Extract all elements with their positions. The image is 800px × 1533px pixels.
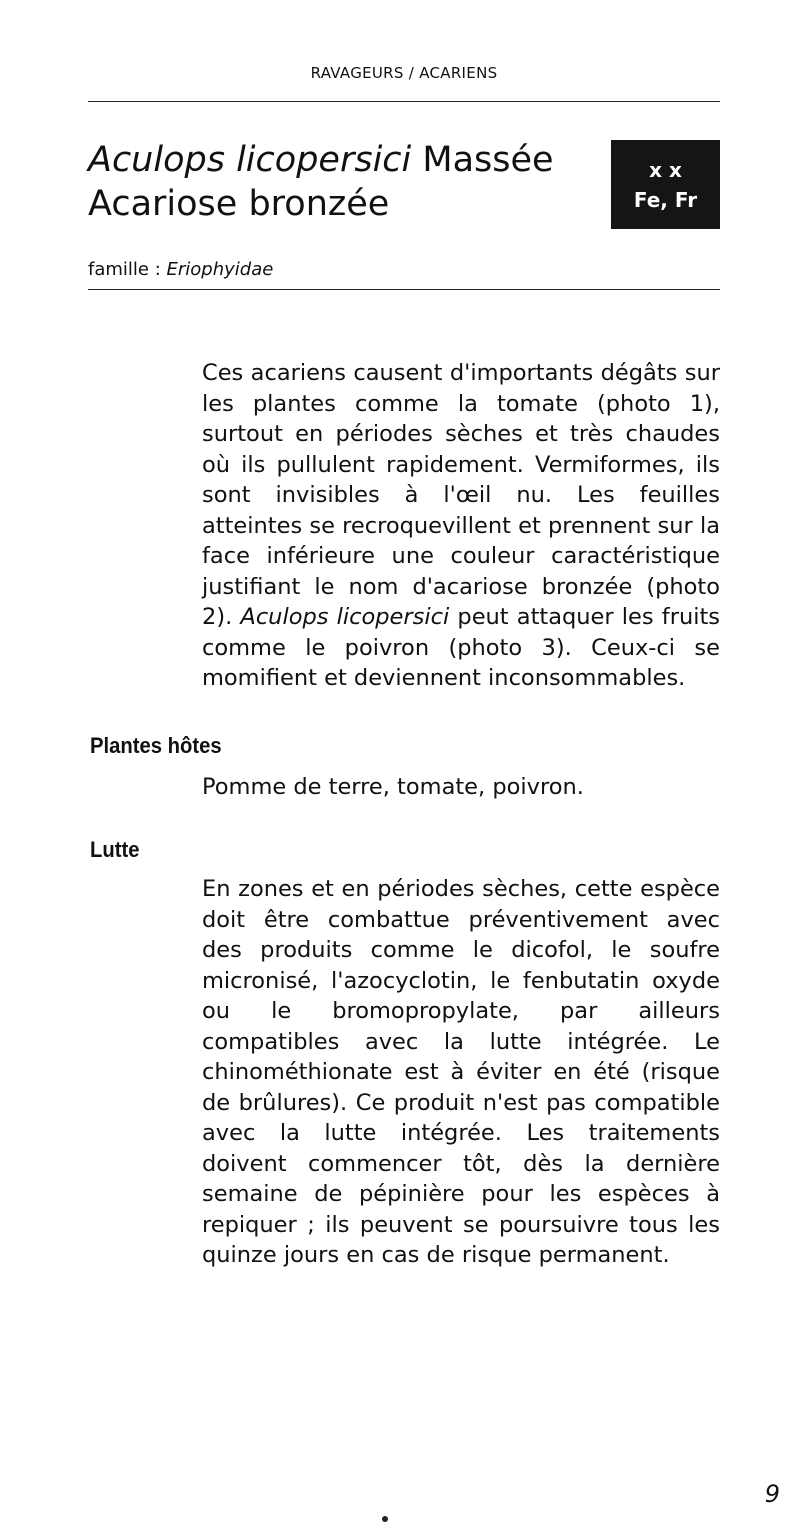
page-number: 9 bbox=[764, 1480, 780, 1508]
severity-badge bbox=[611, 140, 720, 229]
intro-text-2: peut attaquer les fruits comme le poivron (photo 3). Ceux-ci se momifient et deviennent inconsommables. bbox=[202, 604, 721, 691]
host-plants-heading: Plantes hôtes bbox=[90, 733, 222, 758]
intro-species-name: Aculops licopersici bbox=[240, 604, 450, 630]
title-rule bbox=[88, 289, 720, 290]
intro-text-1: Ces acariens causent d'importants dégâts sur les plantes comme la tomate (photo 1), surtout en périodes sèches et très chaudes où ils pullulent rapidement. Vermiformes, ils sont invisibles à l'œil nu. Les feuilles atteintes se recroquevillent et prennent sur la face inférieure une couleur caractéristique justifiant le nom d'acariose bronzée (photo 2). bbox=[202, 360, 720, 630]
running-head: RAVAGEURS / ACARIENS bbox=[310, 64, 498, 82]
crop-codes: Fe, Fr bbox=[633, 187, 698, 212]
host-plants-text: Pomme de terre, tomate, poivron. bbox=[202, 774, 584, 800]
control-heading: Lutte bbox=[90, 837, 140, 862]
family-label: famille : bbox=[88, 259, 167, 280]
scientific-name: Aculops licopersici bbox=[88, 140, 412, 180]
family-line bbox=[88, 259, 273, 280]
common-name: Acariose bronzée bbox=[88, 184, 390, 224]
family-name: Eriophyidae bbox=[166, 259, 274, 280]
title-block bbox=[88, 138, 588, 226]
author-name: Massée bbox=[422, 140, 554, 180]
control-text: En zones et en périodes sèches, cette espèce doit être combattue préventivement avec des produits comme le dicofol, le soufre micronisé, l'azocyclotin, le fenbutatin oxyde ou le bromopropylate, par ailleurs compatibles avec la lutte intégrée. Le chinométhionate est à éviter en été (risque de brûlures). Ce produit n'est pas compatible avec la lutte intégrée. Les traitements doivent commencer tôt, dès la dernière semaine de pépinière pour les espèces à repiquer ; ils peuvent se poursuivre tous les quinze jours en cas de risque permanent. bbox=[202, 876, 720, 1268]
intro-paragraph bbox=[202, 358, 720, 694]
scientific-title bbox=[88, 138, 588, 182]
severity-marks: x x bbox=[649, 157, 682, 182]
bottom-mark bbox=[382, 1516, 388, 1522]
header-rule bbox=[88, 101, 720, 102]
